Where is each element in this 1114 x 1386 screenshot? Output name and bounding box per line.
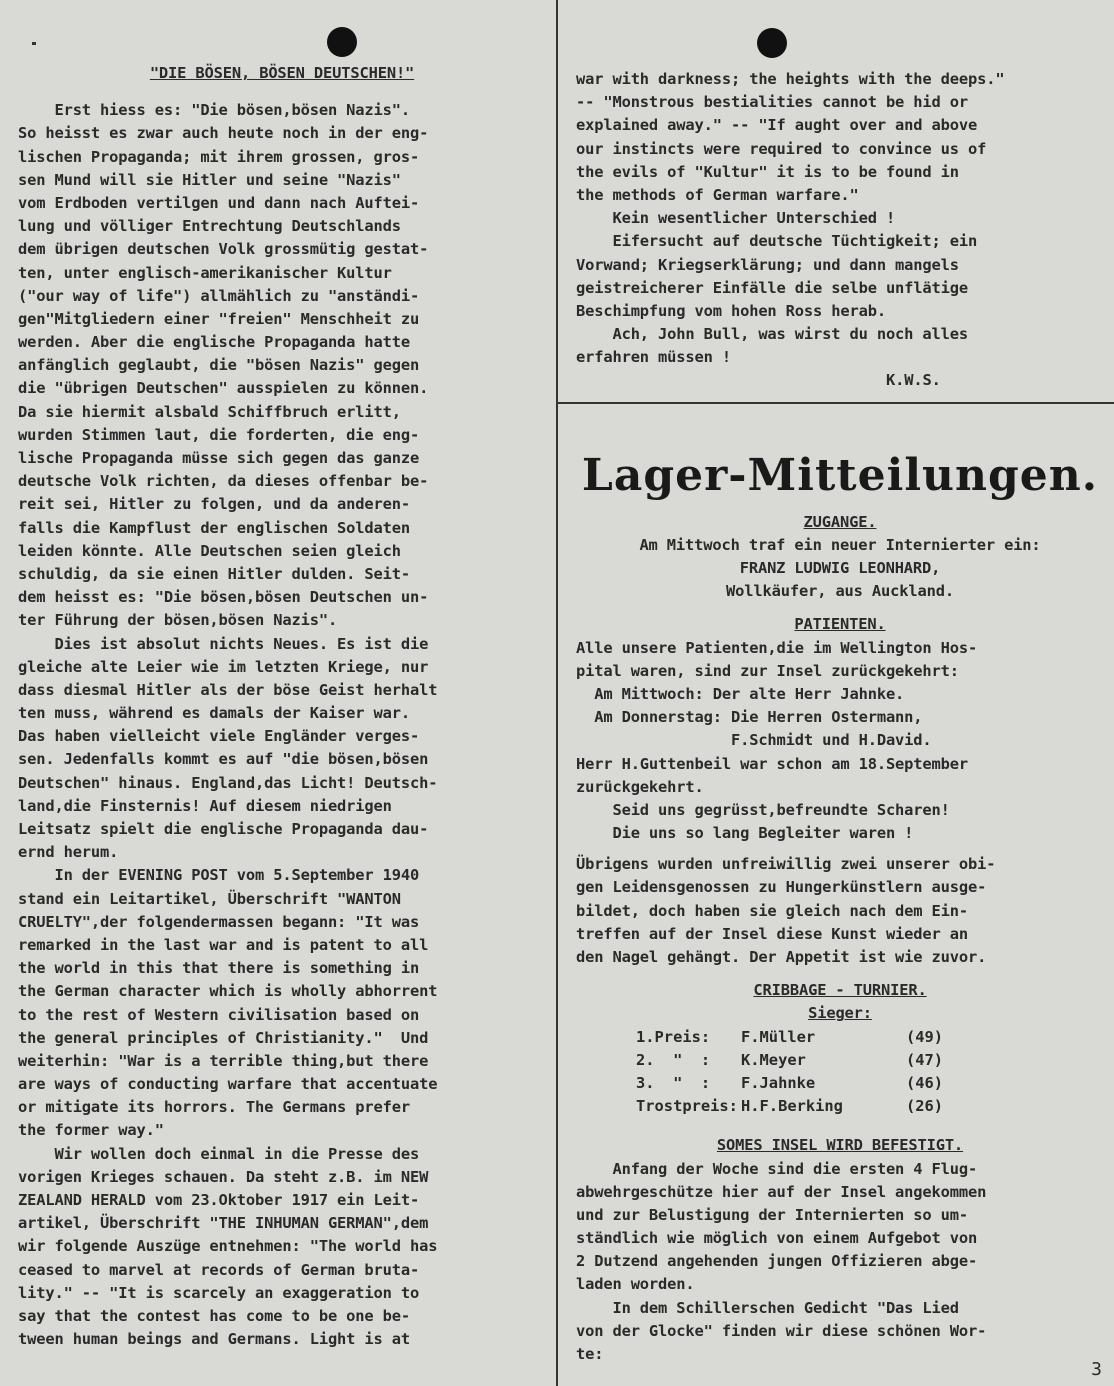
text-line: dem übrigen deutschen Volk grossmütig gestat- — [18, 240, 429, 259]
text-line: lischen Propaganda; mit ihrem grossen, gros- — [18, 147, 420, 166]
text-line: F.Schmidt und H.David. — [576, 731, 932, 750]
column-divider — [556, 0, 558, 1386]
text-line: Am Donnerstag: Die Herren Ostermann, — [576, 708, 923, 727]
text-line: Anfang der Woche sind die ersten 4 Flug- — [576, 1159, 978, 1178]
text-line: leiden könnte. Alle Deutschen seien gleich — [18, 541, 401, 560]
text-line: gen Leidensgenossen zu Hungerkünstlern ausge- — [576, 878, 987, 897]
text-line: the general principles of Christianity." Und — [18, 1028, 429, 1047]
text-line: von der Glocke" finden wir diese schönen Wor- — [576, 1321, 987, 1340]
text-line: Ach, John Bull, was wirst du noch alles — [576, 325, 968, 344]
patienten-extra — [576, 853, 1104, 969]
text-line: Seid uns gegrüsst,befreundte Scharen! — [576, 800, 950, 819]
score: (46) — [906, 1073, 944, 1092]
text-line: So heisst es zwar auch heute noch in der eng- — [18, 124, 429, 143]
winner: F.Müller — [741, 1027, 816, 1046]
text-line: vorigen Krieges schauen. Da steht z.B. im NEW — [18, 1167, 429, 1186]
text-line: te: — [576, 1345, 604, 1363]
text-line: Erst hiess es: "Die bösen,bösen Nazis". — [18, 101, 410, 120]
text-line: ter Führung der bösen,bösen Nazis". — [18, 611, 338, 630]
table-row — [636, 1095, 976, 1118]
right-column — [576, 68, 1104, 1366]
article-body — [18, 99, 546, 1351]
text-line: Am Mittwoch: Der alte Herr Jahnke. — [576, 684, 905, 703]
zugang-line: Am Mittwoch traf ein neuer Internierter ein: — [639, 535, 1041, 554]
text-line: den Nagel gehängt. Der Appetit ist wie zuvor. — [576, 948, 987, 966]
text-line: ZEALAND HERALD vom 23.Oktober 1917 ein Leit- — [18, 1191, 420, 1209]
text-line: gleiche alte Leier wie im letzten Kriege, nur — [18, 657, 429, 676]
text-line: In dem Schillerschen Gedicht "Das Lied — [576, 1298, 959, 1317]
punch-hole-right — [757, 28, 787, 58]
table-row — [636, 1049, 976, 1072]
text-line: CRUELTY",der folgendermassen begann: "It was — [18, 912, 420, 931]
text-line: the world in this that there is something in — [18, 959, 420, 978]
score: (47) — [906, 1050, 944, 1069]
place: Trostpreis: — [636, 1097, 738, 1116]
cribbage-subheading: Sieger: — [808, 1004, 872, 1023]
text-line: ceased to marvel at records of German bruta- — [18, 1260, 420, 1279]
text-line: In der EVENING POST vom 5.September 1940 — [18, 866, 420, 885]
text-line: weiterhin: "War is a terrible thing,but there — [18, 1051, 429, 1070]
text-line: dem heisst es: "Die bösen,bösen Deutschen un- — [18, 588, 429, 607]
text-line: treffen auf der Insel diese Kunst wieder an — [576, 924, 968, 943]
text-line: Herr H.Guttenbeil war schon am 18.September — [576, 754, 968, 773]
text-line: Leitsatz spielt die englische Propaganda dau- — [18, 820, 429, 838]
text-line: falls die Kampflust der englischen Soldaten — [18, 518, 410, 537]
cribbage-heading: CRIBBAGE - TURNIER. — [753, 981, 927, 1000]
winner: K.Meyer — [741, 1050, 806, 1069]
text-line: our instincts were required to convince us of — [576, 139, 987, 158]
text-line: the former way." — [18, 1121, 164, 1140]
text-line: bildet, doch haben sie gleich nach dem Ein- — [576, 901, 968, 920]
table-row — [636, 1026, 976, 1049]
text-line: deutsche Volk richten, da dieses offenbar be- — [18, 472, 429, 491]
text-line: lische Propaganda müsse sich gegen das ganze — [18, 449, 420, 467]
text-line: Kein wesentlicher Unterschied ! — [576, 209, 896, 228]
text-line: werden. Aber die englische Propaganda hatte — [18, 333, 410, 352]
text-line: Die uns so lang Begleiter waren ! — [576, 824, 914, 843]
zugang-heading: ZUGANGE. — [803, 512, 877, 531]
text-line: 2 Dutzend angehenden jungen Offizieren abge- — [576, 1252, 978, 1271]
text-line: to the rest of Western civilisation based on — [18, 1005, 420, 1024]
text-line: sen Mund will sie Hitler und seine "Nazis" — [18, 170, 401, 189]
text-line: ("our way of life") allmählich zu "anständi- — [18, 286, 420, 305]
left-column — [18, 62, 546, 1351]
text-line: und zur Belustigung der Internierten so um- — [576, 1205, 968, 1224]
insel-body — [576, 1158, 1104, 1367]
text-line: are ways of conducting warfare that accentuate — [18, 1075, 438, 1094]
section-title: Lager-Mitteilungen. — [581, 449, 1099, 501]
text-line: the methods of German warfare." — [576, 185, 859, 204]
text-line: artikel, Überschrift "THE INHUMAN GERMAN",dem — [18, 1214, 429, 1233]
text-line: say that the contest has come to be one be- — [18, 1306, 410, 1325]
text-line: erfahren müssen ! — [576, 348, 731, 367]
winner: F.Jahnke — [741, 1073, 816, 1092]
text-line: the evils of "Kultur" it is to be found in — [576, 162, 959, 181]
text-line: Das haben vielleicht viele Engländer verges- — [18, 727, 420, 746]
place: 1.Preis: — [636, 1027, 711, 1046]
text-line: dass diesmal Hitler als der böse Geist herhalt — [18, 680, 438, 699]
text-line: ten muss, während es damals der Kaiser war. — [18, 704, 410, 723]
text-line: the German character which is wholly abhorrent — [18, 982, 438, 1001]
text-line: Übrigens wurden unfreiwillig zwei unserer obi- — [576, 855, 996, 874]
text-line: ständlich wie möglich von einem Aufgebot von — [576, 1229, 978, 1248]
text-line: schuldig, da sie einen Hitler dulden. Seit- — [18, 564, 410, 583]
text-line: sen. Jedenfalls kommt es auf "die bösen,bösen — [18, 750, 429, 769]
text-line: pital waren, sind zur Insel zurückgekehrt: — [576, 661, 959, 680]
punch-hole-left — [327, 27, 357, 57]
text-line: explained away." -- "If aught over and above — [576, 116, 978, 135]
text-line: Eifersucht auf deutsche Tüchtigkeit; ein — [576, 232, 978, 251]
signature: K.W.S. — [886, 371, 941, 390]
zugang-line: Wollkäufer, aus Auckland. — [726, 582, 954, 601]
text-line: Beschimpfung vom hohen Ross herab. — [576, 301, 886, 320]
text-line: Deutschen" hinaus. England,das Licht! Deutsch- — [18, 773, 438, 792]
text-line: Alle unsere Patienten,die im Wellington Hos- — [576, 638, 978, 657]
score: (26) — [906, 1097, 944, 1116]
text-line: Wir wollen doch einmal in die Presse des — [18, 1144, 420, 1163]
text-line: die "übrigen Deutschen" ausspielen zu können. — [18, 379, 429, 398]
score: (49) — [906, 1027, 944, 1046]
text-line: Da sie hiermit alsbald Schiffbruch erlitt, — [18, 402, 401, 421]
text-line: geistreicherer Einfälle die selbe unflätige — [576, 278, 968, 297]
text-line: war with darkness; the heights with the deeps." — [576, 70, 1005, 88]
place: 2. " : — [636, 1050, 711, 1069]
text-line: Vorwand; Kriegserklärung; und dann mangels — [576, 255, 959, 274]
text-line: lity." -- "It is scarcely an exaggeration to — [18, 1283, 420, 1302]
text-line: vom Erdboden vertilgen und dann nach Auftei- — [18, 193, 420, 212]
text-line: ten, unter englisch-amerikanischer Kultur — [18, 263, 392, 282]
text-line: reit sei, Hitler zu folgen, und da anderen- — [18, 495, 410, 514]
text-line: Dies ist absolut nichts Neues. Es ist die — [18, 634, 429, 653]
text-line: stand ein Leitartikel, Überschrift "WANTON — [18, 889, 401, 908]
article-continuation — [576, 68, 1104, 369]
table-row — [636, 1072, 976, 1095]
text-line: anfänglich geglaubt, die "bösen Nazis" gegen — [18, 356, 420, 375]
text-line: or mitigate its horrors. The Germans prefer — [18, 1098, 410, 1117]
zugang-line: FRANZ LUDWIG LEONHARD, — [739, 559, 941, 577]
text-line: tween human beings and Germans. Light is at — [18, 1330, 410, 1349]
text-line: ernd herum. — [18, 843, 119, 862]
text-line: remarked in the last war and is patent to all — [18, 935, 429, 954]
cribbage-results — [636, 1026, 976, 1119]
text-line: zurückgekehrt. — [576, 777, 704, 796]
patienten-body — [576, 637, 1104, 846]
patienten-heading: PATIENTEN. — [794, 615, 886, 634]
page-number: 3 — [1091, 1359, 1102, 1380]
text-line: wir folgende Auszüge entnehmen: "The world has — [18, 1237, 438, 1256]
text-line: abwehrgeschütze hier auf der Insel angekommen — [576, 1182, 987, 1201]
text-line: gen"Mitgliedern einer "freien" Menschheit zu — [18, 309, 420, 328]
text-line: lung und völliger Entrechtung Deutschlands — [18, 217, 401, 236]
article-title: "DIE BÖSEN, BÖSEN DEUTSCHEN!" — [149, 64, 415, 82]
ink-speck — [32, 42, 36, 45]
insel-heading: SOMES INSEL WIRD BEFESTIGT. — [716, 1136, 964, 1155]
winner: H.F.Berking — [741, 1097, 843, 1116]
text-line: -- "Monstrous bestialities cannot be hid or — [576, 93, 968, 112]
place: 3. " : — [636, 1073, 711, 1092]
text-line: wurden Stimmen laut, die forderten, die eng- — [18, 425, 420, 444]
text-line: laden worden. — [576, 1275, 695, 1294]
text-line: land,die Finsternis! Auf diesem niedrigen — [18, 796, 392, 815]
